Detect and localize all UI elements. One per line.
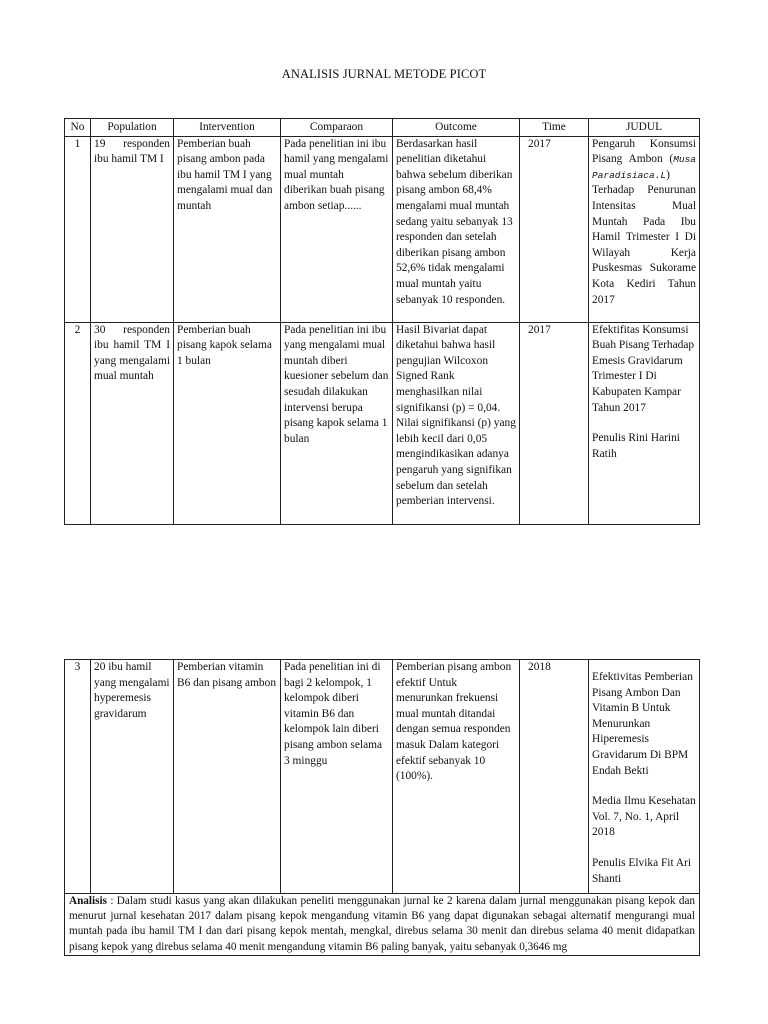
table-header-row (65, 119, 700, 137)
table-row (65, 322, 700, 524)
cell-time: 2018 (520, 660, 589, 894)
cell-intervention: Pemberian buah pisang kapok selama 1 bulan (174, 322, 281, 524)
page-title: ANALISIS JURNAL METODE PICOT (281, 67, 487, 81)
judul-text: Pengaruh Konsumsi Pisang Ambon ( (592, 137, 696, 166)
judul-text: Efektivitas Pemberian Pisang Ambon Dan Vitamin B Untuk Menurunkan Hiperemesis Gravidarum Di BPM Endah Bekti (592, 671, 693, 777)
cell-population: 20 ibu hamil yang mengalami hyperemesis gravidarum (91, 660, 174, 894)
header-no: No (65, 119, 91, 137)
header-time: Time (520, 119, 589, 137)
cell-judul (589, 322, 700, 524)
cell-population: 19 responden ibu hamil TM I (91, 136, 174, 322)
cell-population: 30 responden ibu hamil TM I yang mengalami mual muntah (91, 322, 174, 524)
header-judul: JUDUL (589, 119, 700, 137)
cell-outcome: Hasil Bivariat dapat diketahui bahwa hasil pengujian Wilcoxon Signed Rank menghasilkan nilai signifikansi (p) = 0,04. Nilai signifikansi (p) yang lebih kecil dari 0,05 mengindikasikan adanya pengaruh yang signifikan sebelum dan setelah pemberian intervensi. (393, 322, 520, 524)
table-row (65, 136, 700, 322)
header-outcome: Outcome (393, 119, 520, 137)
cell-outcome: Pemberian pisang ambon efektif Untuk menurunkan frekuensi mual muntah ditandai dengan semua responden masuk Dalam kategori efektif sebanyak 10 (100%). (393, 660, 520, 894)
cell-no: 3 (65, 660, 91, 894)
cell-time: 2017 (520, 136, 589, 322)
cell-outcome: Berdasarkan hasil penelitian diketahui bahwa sebelum diberikan pisang ambon 68,4% mengalami mual muntah sedang yaitu sebanyak 13 responden dan setelah diberikan pisang ambon 52,6% tidak mengalami mual muntah yaitu sebanyak 10 responden. (393, 136, 520, 322)
analysis-cell (65, 894, 700, 956)
cell-judul (589, 660, 700, 894)
header-population: Population (91, 119, 174, 137)
judul-author: Penulis Elvika Fit Ari Shanti (592, 856, 692, 885)
cell-comparison: Pada penelitian ini di bagi 2 kelompok, 1 kelompok diberi vitamin B6 dan kelompok lain diberi pisang ambon selama 3 minggu (281, 660, 393, 894)
judul-source: Media Ilmu Kesehatan Vol. 7, No. 1, April 2018 (592, 795, 696, 839)
analysis-row (65, 894, 700, 956)
picot-table-continued (64, 659, 700, 956)
analysis-text: : Dalam studi kasus yang akan dilakukan peneliti menggunakan jurnal ke 2 karena dalam jurnal menggunakan pisang kepok dan menurut jurnal kesehatan 2017 dalam pisang kepok mengandung vitamin B6 yang dapat digunakan sebagai alternatif mengurangi mual muntah pada ibu hamil TM I dan dari pisang kepok mentah, mengkal, direbus selama 30 menit dan direbus selama 40 menit didapatkan pisang kepok yang direbus selama 40 menit mengandung vitamin B6 paling banyak, yaitu sebanyak 0,3646 mg (69, 895, 695, 953)
cell-intervention: Pemberian vitamin B6 dan pisang ambon (174, 660, 281, 894)
header-intervention: Intervention (174, 119, 281, 137)
cell-comparison: Pada penelitian ini ibu hamil yang mengalami mual muntah diberikan buah pisang ambon setiap...... (281, 136, 393, 322)
header-comparison: Comparaon (281, 119, 393, 137)
cell-time: 2017 (520, 322, 589, 524)
cell-comparison: Pada penelitian ini ibu yang mengalami mual muntah diberi kuesioner sebelum dan sesudah dilakukan intervensi berupa pisang kapok selama 1 bulan (281, 322, 393, 524)
cell-no: 1 (65, 136, 91, 322)
cell-no: 2 (65, 322, 91, 524)
judul-scientific-name: Musa Paradisiaca.L (592, 154, 696, 181)
cell-judul (589, 136, 700, 322)
table-row (65, 660, 700, 894)
analysis-label: Analisis (69, 895, 107, 907)
picot-table (64, 118, 700, 525)
judul-author: Penulis Rini Harini Ratih (592, 432, 680, 460)
cell-intervention: Pemberian buah pisang ambon pada ibu hamil TM I yang mengalami mual dan muntah (174, 136, 281, 322)
judul-text-rest: ) Terhadap Penurunan Intensitas Mual Muntah Pada Ibu Hamil Trimester I Di Wilayah Kerja Puskesmas Sukorame Kota Kediri Tahun 2017 (592, 168, 696, 306)
judul-text: Efektifitas Konsumsi Buah Pisang Terhadap Emesis Gravidarum Trimester I Di Kabupaten Kampar Tahun 2017 (592, 323, 695, 414)
